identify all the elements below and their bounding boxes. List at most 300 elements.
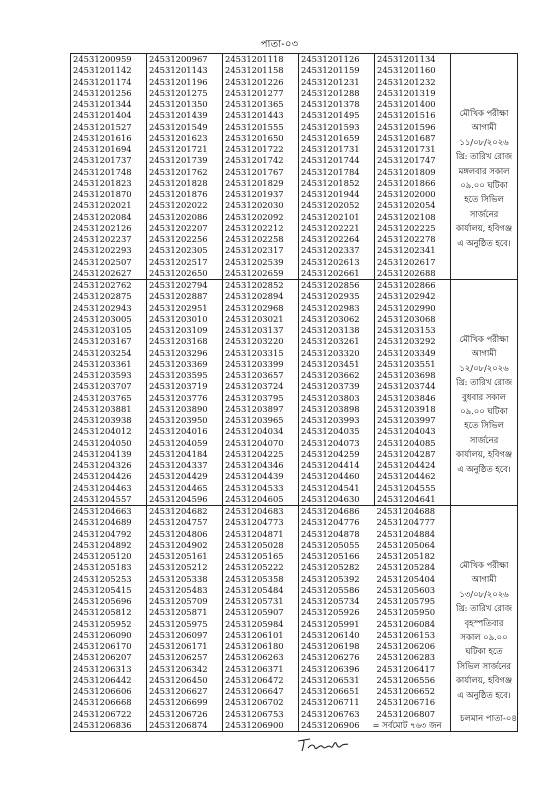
roll-number: 24531205603 [376,584,436,595]
schedule-note-line: মৌখিক পরীক্ষা [459,108,509,118]
roll-number: 24531203938 [73,415,132,425]
roll-number: 24531201828 [149,177,208,188]
roll-number: 24531203551 [377,358,436,369]
roll-number: 24531204682 [149,506,208,516]
roll-number: 24531204630 [301,493,360,504]
roll-number: 24531204776 [301,517,360,528]
roll-number: 24531202968 [225,302,284,313]
roll-number: 24531206140 [301,629,360,640]
schedule-note-line: কার্যালয়, হবিগঞ্জ [455,675,513,686]
roll-number: 24531203062 [301,313,360,324]
roll-number: 24531205358 [225,573,284,584]
schedule-note-line: ০৯.০০ ঘটিকা [460,180,508,191]
roll-number: 24531204892 [73,539,132,550]
roll-column [223,280,299,506]
roll-number: 24531204463 [73,482,132,493]
roll-number: 24531203399 [225,358,284,369]
roll-number: 24531204073 [301,437,360,448]
roll-number: 24531204541 [301,482,360,493]
roll-number: 24531204555 [377,482,436,493]
schedule-note-line: ১৩/০৮/২০২৬ [459,588,509,599]
roll-number: 24531202293 [73,245,132,256]
roll-number: 24531206702 [225,697,284,708]
roll-number: 24531204337 [149,460,208,470]
roll-number: 24531202258 [225,234,284,244]
roll-number: 24531201344 [73,99,132,109]
roll-number: 24531201596 [377,121,436,132]
roll-number: 24531205991 [301,618,360,629]
roll-number: 24531204757 [149,517,208,528]
roll-number: 24531206668 [73,697,132,708]
roll-number: 24531204439 [225,471,284,482]
roll-number: 24531206396 [301,663,360,674]
roll-number: 24531203220 [225,336,284,347]
roll-number: 24531203296 [149,347,208,358]
roll-number: 24531201126 [301,54,360,64]
roll-number: 24531205795 [376,596,436,606]
roll-number: 24531205028 [225,539,284,550]
roll-number: 24531203010 [149,313,208,324]
roll-number: 24531203744 [377,381,436,392]
roll-number: 24531202092 [225,211,284,222]
roll-column [71,280,147,506]
roll-number: 24531201944 [301,189,360,199]
roll-number: 24531204641 [377,493,436,504]
roll-number: 24531202659 [225,267,284,278]
roll-number: 24531201196 [149,76,208,87]
roll-column [147,280,223,506]
roll-number: 24531201748 [73,166,132,177]
roll-number: 24531204326 [73,460,132,470]
roll-number: 24531203897 [225,403,284,414]
roll-number: 24531206084 [376,618,436,629]
schedule-note-line: সার্জনের [469,208,499,219]
schedule-note-line: সার্জনের [469,434,499,445]
roll-number: 24531203451 [301,358,360,369]
roll-number: 24531203997 [377,415,436,425]
roll-number: 24531206371 [225,663,284,674]
roll-number: 24531202341 [377,245,436,256]
roll-number: 24531202688 [377,267,436,278]
roll-number: 24531206722 [73,708,132,719]
roll-number: 24531204424 [377,460,436,470]
roll-number: 24531206198 [301,641,360,651]
roll-number: 24531202794 [149,280,208,290]
schedule-note-line: আগামী [471,122,497,133]
roll-number: 24531204878 [301,528,360,539]
roll-number: 24531203918 [377,403,436,414]
roll-number: 24531201866 [377,177,436,188]
roll-number: 24531204605 [225,493,284,504]
schedule-note-line: খ্রি: তারিখ রোজ [456,377,512,388]
roll-column [299,280,375,506]
roll-number: 24531206531 [301,674,360,685]
roll-column [147,506,223,732]
roll-number: 24531202856 [301,280,360,290]
roll-number: 24531202935 [301,291,360,302]
roll-number: 24531201616 [73,132,132,143]
schedule-note-line: কার্যালয়, হবিগঞ্জ [455,449,513,460]
roll-number: 24531201275 [149,87,208,98]
roll-number: 24531206206 [376,641,436,651]
roll-number: 24531201870 [73,189,132,199]
roll-number: 24531205871 [149,607,208,618]
continuation-note: চলমান পাতা-০৪ [460,714,517,724]
roll-number: 24531204683 [225,506,284,516]
roll-column [375,54,451,280]
roll-number: 24531203739 [301,381,360,392]
roll-number: 24531203993 [301,415,360,425]
roll-number: 24531201232 [377,76,436,87]
roll-number: 24531204773 [225,517,284,528]
roll-number: 24531202101 [301,211,360,222]
roll-number: 24531203138 [301,325,360,335]
roll-number: 24531202126 [73,222,132,233]
roll-number: 24531204806 [149,528,208,539]
roll-number: 24531201742 [225,155,284,166]
roll-number: 24531203315 [225,347,284,358]
roll-number: 24531206313 [73,663,132,674]
roll-number: 24531202021 [73,200,132,211]
roll-number: 24531201737 [73,155,132,166]
roll-number: 24531204225 [225,448,284,459]
roll-number: 24531201231 [301,76,360,87]
roll-number: 24531204462 [377,471,436,482]
roll-number: 24531201443 [225,110,284,121]
exam-schedule-note [451,280,518,506]
roll-number: 24531205183 [73,562,132,573]
roll-number: 24531205282 [301,562,360,573]
roll-number: 24531205984 [225,618,284,629]
roll-number: 24531202256 [149,234,208,244]
roll-number: 24531201809 [377,166,436,177]
roll-number: 24531201555 [225,121,284,132]
roll-column [299,506,375,732]
roll-number: 24531202030 [225,200,284,211]
roll-number: 24531204902 [149,539,208,550]
roll-number: 24531204059 [149,437,208,448]
roll-column [372,506,451,732]
roll-number: 24531205161 [149,551,208,561]
roll-number: 24531204426 [73,471,132,482]
roll-number: 24531201160 [377,65,436,76]
roll-number: 24531205907 [225,607,284,618]
roll-number: 24531204085 [377,437,436,448]
roll-number: 24531202852 [225,280,284,290]
schedule-note-line: বুধবার সকাল [462,391,506,402]
roll-number: 24531206627 [149,686,208,696]
roll-number: 24531206153 [376,629,436,640]
roll-number: 24531202942 [377,291,436,302]
roll-number: 24531203320 [301,347,360,358]
schedule-note-line: মৌখিক পরীক্ষা [459,560,509,570]
roll-number: 24531203021 [225,313,284,324]
roll-number: 24531205284 [376,562,436,573]
roll-number: 24531202305 [149,245,208,256]
roll-number-table [70,53,518,732]
roll-column [71,506,147,732]
roll-number: 24531201694 [73,144,132,154]
roll-number: 24531201731 [377,144,436,154]
roll-number: 24531201593 [301,121,360,132]
roll-number: 24531205975 [149,618,208,629]
roll-number: 24531201174 [73,76,132,87]
roll-number: 24531206207 [73,652,132,663]
roll-number: 24531204460 [301,471,360,482]
roll-number: 24531203662 [301,370,360,380]
roll-number: 24531206090 [73,629,132,640]
roll-number: 24531204792 [73,528,132,539]
roll-number: 24531205166 [301,551,360,561]
roll-column [147,54,223,280]
roll-number: 24531200959 [73,54,132,64]
roll-number: 24531202866 [377,280,436,290]
roll-number: 24531202875 [73,291,132,302]
roll-number: 24531203965 [225,415,284,425]
roll-number: 24531204596 [149,493,208,504]
roll-number: 24531202990 [377,302,436,313]
roll-number: 24531201739 [149,155,208,166]
roll-number: 24531205392 [301,573,360,584]
roll-number: 24531204034 [225,426,284,437]
roll-number: 24531201823 [73,177,132,188]
roll-number: 24531205212 [149,562,208,573]
roll-number: 24531202951 [149,302,208,313]
roll-number: 24531204259 [301,448,360,459]
roll-number: 24531204777 [376,517,436,528]
roll-number: 24531204016 [149,426,208,437]
roll-number: 24531201527 [73,121,132,132]
roll-number: 24531203724 [225,381,284,392]
roll-number: 24531205222 [225,562,284,573]
roll-number: 24531202054 [377,200,436,211]
roll-number: 24531205484 [225,584,284,595]
roll-number: 24531203657 [225,370,284,380]
roll-number: 24531204688 [376,506,436,516]
roll-number: 24531206652 [376,686,436,696]
roll-number: 24531201378 [301,99,360,109]
roll-number: 24531204043 [377,426,436,437]
roll-number: 24531202661 [301,267,360,278]
roll-number: 24531206101 [225,629,284,640]
roll-number: 24531206257 [149,652,208,663]
roll-number: 24531203349 [377,347,436,358]
exam-schedule-note [451,54,518,280]
roll-number: 24531201350 [149,99,208,109]
roll-column [223,54,299,280]
roll-number: 24531206342 [149,663,208,674]
roll-number: 24531203795 [225,392,284,403]
roll-number: 24531203698 [377,370,436,380]
roll-number: 24531203369 [149,358,208,369]
roll-number: 24531204689 [73,517,132,528]
roll-number: 24531206763 [301,708,360,719]
roll-number: 24531206442 [73,674,132,685]
roll-number: 24531202539 [225,256,284,267]
roll-number: 24531201277 [225,87,284,98]
roll-number: 24531203593 [73,370,132,380]
roll-number: 24531206711 [301,697,360,708]
roll-number: 24531204184 [149,448,208,459]
roll-number: 24531203153 [377,325,436,335]
roll-number: 24531203898 [301,403,360,414]
total-count: = সর্বমোট ৭৬৩ জন [372,719,442,730]
roll-number: 24531205338 [149,573,208,584]
roll-number: 24531206807 [376,708,436,719]
roll-number: 24531205253 [73,573,132,584]
roll-number: 24531206726 [149,708,208,719]
roll-number: 24531202943 [73,302,132,313]
roll-number: 24531200967 [149,54,208,64]
roll-number: 24531204414 [301,460,360,470]
roll-number: 24531201762 [149,166,208,177]
roll-number: 24531205926 [301,607,360,618]
roll-number: 24531202650 [149,267,208,278]
schedule-note-line: কার্যালয়, হবিগঞ্জ [455,223,513,234]
roll-number: 24531206276 [301,652,360,663]
roll-number: 24531202517 [149,256,208,267]
roll-number: 24531202887 [149,291,208,302]
roll-number: 24531201288 [301,87,360,98]
roll-number: 24531206836 [73,719,132,730]
roll-number: 24531206450 [149,674,208,685]
roll-number: 24531201159 [301,65,360,76]
roll-number: 24531206472 [225,674,284,685]
roll-number: 24531201495 [301,110,360,121]
roll-number: 24531205064 [376,539,436,550]
roll-number: 24531202108 [377,211,436,222]
roll-number: 24531206647 [225,686,284,696]
roll-number: 24531201744 [301,155,360,166]
roll-number: 24531205055 [301,539,360,550]
roll-number: 24531206900 [225,719,284,730]
roll-column [299,54,375,280]
roll-number: 24531201784 [301,166,360,177]
schedule-note-line: এ অনুষ্ঠিত হবে। [457,689,511,700]
roll-number: 24531205404 [376,573,436,584]
roll-number: 24531201118 [225,54,284,64]
roll-number: 24531204533 [225,482,284,493]
roll-column [71,54,147,280]
roll-number: 24531206283 [376,652,436,663]
roll-number: 24531202052 [301,200,360,211]
roll-number: 24531202221 [301,222,360,233]
roll-number: 24531203803 [301,392,360,403]
roll-number: 24531202207 [149,222,208,233]
roll-number: 24531203707 [73,381,132,392]
roll-number: 24531201767 [225,166,284,177]
roll-number: 24531203950 [149,415,208,425]
roll-number: 24531201687 [377,132,436,143]
roll-number: 24531203005 [73,313,132,324]
roll-number: 24531205812 [73,607,132,618]
roll-number: 24531204139 [73,448,132,459]
roll-number: 24531204884 [376,528,436,539]
schedule-note-line: মঙ্গলবার সকাল [458,165,510,176]
page-header: পাতা-০৩ [260,39,299,50]
roll-number: 24531202627 [73,267,132,278]
roll-number: 24531201829 [225,177,284,188]
roll-number: 24531203167 [73,336,132,347]
roll-number: 24531201623 [149,132,208,143]
roll-number: 24531204050 [73,437,132,448]
roll-number: 24531206180 [225,641,284,651]
roll-number: 24531206170 [73,641,132,651]
roll-number: 24531205120 [73,551,132,561]
roll-number: 24531204035 [301,426,360,437]
roll-number: 24531206606 [73,686,132,696]
schedule-note-line: ০৯.০০ ঘটিকা [460,406,508,417]
roll-number: 24531202617 [377,256,436,267]
roll-number: 24531202613 [301,256,360,267]
roll-number: 24531201659 [301,132,360,143]
roll-number: 24531205696 [73,596,132,606]
roll-number: 24531205734 [301,596,360,606]
roll-number: 24531201852 [301,177,360,188]
roll-number: 24531202212 [225,222,284,233]
roll-number: 24531201134 [377,54,436,64]
roll-number: 24531201722 [225,144,284,154]
roll-number: 24531203105 [73,325,132,335]
roll-number: 24531206097 [149,629,208,640]
roll-number: 24531204871 [225,528,284,539]
roll-number: 24531203881 [73,403,132,414]
roll-number: 24531202983 [301,302,360,313]
roll-number: 24531204012 [73,426,132,437]
schedule-note-line: আগামী [471,574,497,585]
roll-number: 24531204429 [149,471,208,482]
roll-number: 24531202225 [377,222,436,233]
roll-number: 24531206699 [149,697,208,708]
roll-number: 24531202264 [301,234,360,244]
roll-number: 24531203719 [149,381,208,392]
roll-number: 24531201747 [377,155,436,166]
schedule-note-line: সিভিল সার্জনের [457,660,511,671]
schedule-note-line: বৃহস্পতিবার [464,617,504,628]
schedule-note-line: এ অনুষ্ঠিত হবে। [457,463,511,474]
roll-column [223,506,299,732]
roll-number: 24531203595 [149,370,208,380]
roll-number: 24531205483 [149,584,208,595]
roll-number: 24531204346 [225,460,284,470]
roll-number: 24531206753 [225,708,284,719]
schedule-note-line: আগামী [471,348,497,359]
roll-number: 24531201158 [225,65,284,76]
roll-number: 24531202278 [377,234,436,244]
roll-number: 24531206417 [376,663,436,674]
schedule-block [71,54,518,280]
roll-number: 24531202894 [225,291,284,302]
roll-number: 24531206171 [149,641,208,651]
schedule-note-line: হতে সিভিল [464,194,504,205]
roll-number: 24531202317 [225,245,284,256]
roll-number: 24531201937 [225,189,284,199]
roll-number: 24531206874 [149,719,208,730]
roll-number: 24531202762 [73,280,132,290]
roll-number: 24531201256 [73,87,132,98]
roll-number: 24531201226 [225,76,284,87]
roll-number: 24531204663 [73,506,132,516]
roll-number: 24531205165 [225,551,284,561]
roll-number: 24531203846 [377,392,436,403]
schedule-block [71,280,518,506]
signature [296,735,358,755]
roll-number: 24531205182 [376,551,436,561]
schedule-note-line: এ অনুষ্ঠিত হবে। [457,237,511,248]
roll-number: 24531201365 [225,99,284,109]
roll-number: 24531206556 [376,674,436,685]
roll-number: 24531203292 [377,336,436,347]
